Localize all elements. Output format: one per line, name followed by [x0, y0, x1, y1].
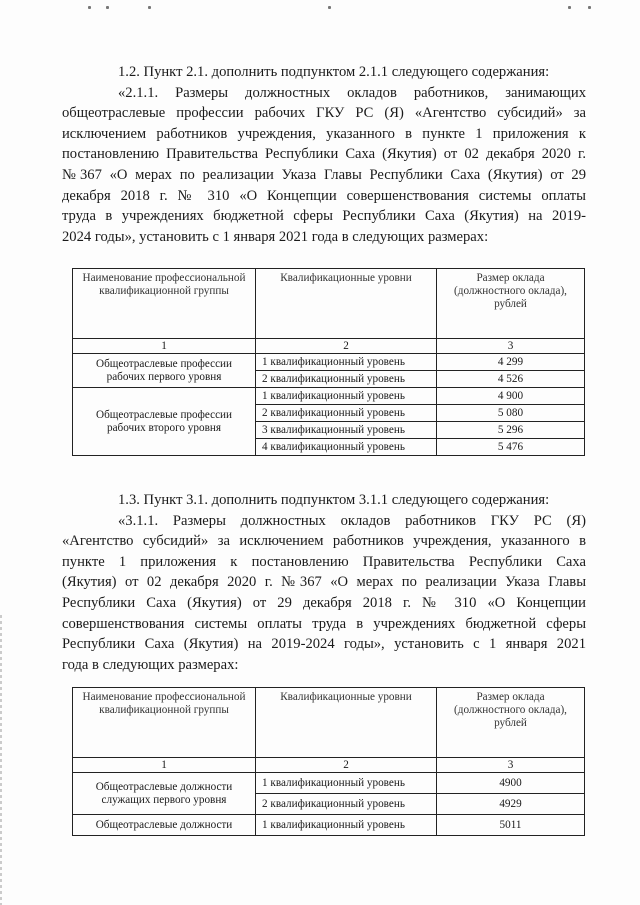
level-cell: 1 квалификационный уровень [256, 354, 437, 371]
column-header: Размер оклада (должностного оклада), рублей [437, 688, 585, 758]
column-index: 1 [73, 339, 256, 354]
level-cell: 2 квалификационный уровень [256, 405, 437, 422]
text-line: «3.1.1. Размеры должностных окладов работников ГКУ РС (Я) [118, 512, 586, 529]
salary-table-workers [72, 268, 585, 456]
text-line: «2.1.1. Размеры должностных окладов работников, занимающих [118, 84, 586, 101]
text-line: пункте 1 приложения к постановлению Правительства Республики Саха [62, 553, 586, 570]
text-line: общеотраслевые профессии рабочих ГКУ РС (Я) «Агентство субсидий» за [62, 105, 586, 122]
level-cell: 2 квалификационный уровень [256, 794, 437, 815]
column-index: 2 [256, 339, 437, 354]
level-cell: 3 квалификационный уровень [256, 422, 437, 439]
text-line: (Якутия) от 02 декабря 2020 г. №367 «О мерах по реализации Указа Главы [62, 574, 586, 591]
group-name: Общеотраслевые профессии рабочих первого уровня [73, 354, 256, 388]
group-name: Общеотраслевые должности [73, 815, 256, 836]
column-index: 3 [437, 758, 585, 773]
scan-edge [0, 615, 2, 905]
section-1-2 [62, 62, 586, 247]
column-index: 2 [256, 758, 437, 773]
column-header: Наименование профессиональной квалификационной группы [73, 269, 256, 339]
amount-cell: 4929 [437, 794, 585, 815]
column-header: Квалификационные уровни [256, 269, 437, 339]
section-1-2-heading: 1.2. Пункт 2.1. дополнить подпунктом 2.1.1 следующего содержания: [118, 64, 550, 80]
text-line: постановлению Правительства Республики Саха (Якутия) от 02 декабря 2020 г. [62, 146, 586, 163]
level-cell: 2 квалификационный уровень [256, 371, 437, 388]
text-line: №367 «О мерах по реализации Указа Главы Республики Саха (Якутия) от 29 [62, 166, 586, 183]
text-line: года в следующих размерах: [62, 656, 239, 673]
section-1-3-heading: 1.3. Пункт 3.1. дополнить подпунктом 3.1.1 следующего содержания: [118, 492, 550, 508]
amount-cell: 5011 [437, 815, 585, 836]
level-cell: 1 квалификационный уровень [256, 815, 437, 836]
column-index: 3 [437, 339, 585, 354]
amount-cell: 5 476 [437, 439, 585, 456]
level-cell: 1 квалификационный уровень [256, 388, 437, 405]
section-1-3 [62, 490, 586, 675]
text-line: труда в учреждениях бюджетной сферы Республики Саха (Якутия) на 2019- [62, 208, 586, 225]
table-index-row [73, 758, 585, 773]
group-name: Общеотраслевые профессии рабочих второго уровня [73, 388, 256, 456]
table-index-row [73, 339, 585, 354]
text-line: «Агентство субсидий» за исключением работников учреждения, указанного в [62, 533, 586, 550]
amount-cell: 4 900 [437, 388, 585, 405]
table-row [73, 388, 585, 405]
salary-table-employees [72, 687, 585, 836]
group-name: Общеотраслевые должности служащих первого уровня [73, 773, 256, 815]
table-row [73, 773, 585, 794]
column-header: Квалификационные уровни [256, 688, 437, 758]
amount-cell: 4 526 [437, 371, 585, 388]
text-line: исключением работников учреждения, указанного в пункте 1 приложения к [62, 125, 586, 142]
amount-cell: 4900 [437, 773, 585, 794]
table-header-row [73, 269, 585, 339]
column-header: Наименование профессиональной квалификационной группы [73, 688, 256, 758]
table-row [73, 815, 585, 836]
text-line: Республики Саха (Якутия) на 2019-2024 годы», установить с 1 января 2021 [62, 636, 586, 653]
text-line: Республики Саха (Якутия) от 29 декабря 2018 г. № 310 «О Концепции [62, 594, 586, 611]
level-cell: 1 квалификационный уровень [256, 773, 437, 794]
amount-cell: 5 080 [437, 405, 585, 422]
scan-marks [88, 6, 588, 16]
text-line: 2024 годы», установить с 1 января 2021 года в следующих размерах: [62, 228, 489, 245]
column-header: Размер оклада (должностного оклада), рублей [437, 269, 585, 339]
table-header-row [73, 688, 585, 758]
amount-cell: 4 299 [437, 354, 585, 371]
level-cell: 4 квалификационный уровень [256, 439, 437, 456]
text-line: декабря 2018 г. № 310 «О Концепции совершенствования системы оплаты [62, 187, 586, 204]
text-line: совершенствования системы оплаты труда в учреждениях бюджетной сферы [62, 615, 586, 632]
amount-cell: 5 296 [437, 422, 585, 439]
column-index: 1 [73, 758, 256, 773]
table-row [73, 354, 585, 371]
